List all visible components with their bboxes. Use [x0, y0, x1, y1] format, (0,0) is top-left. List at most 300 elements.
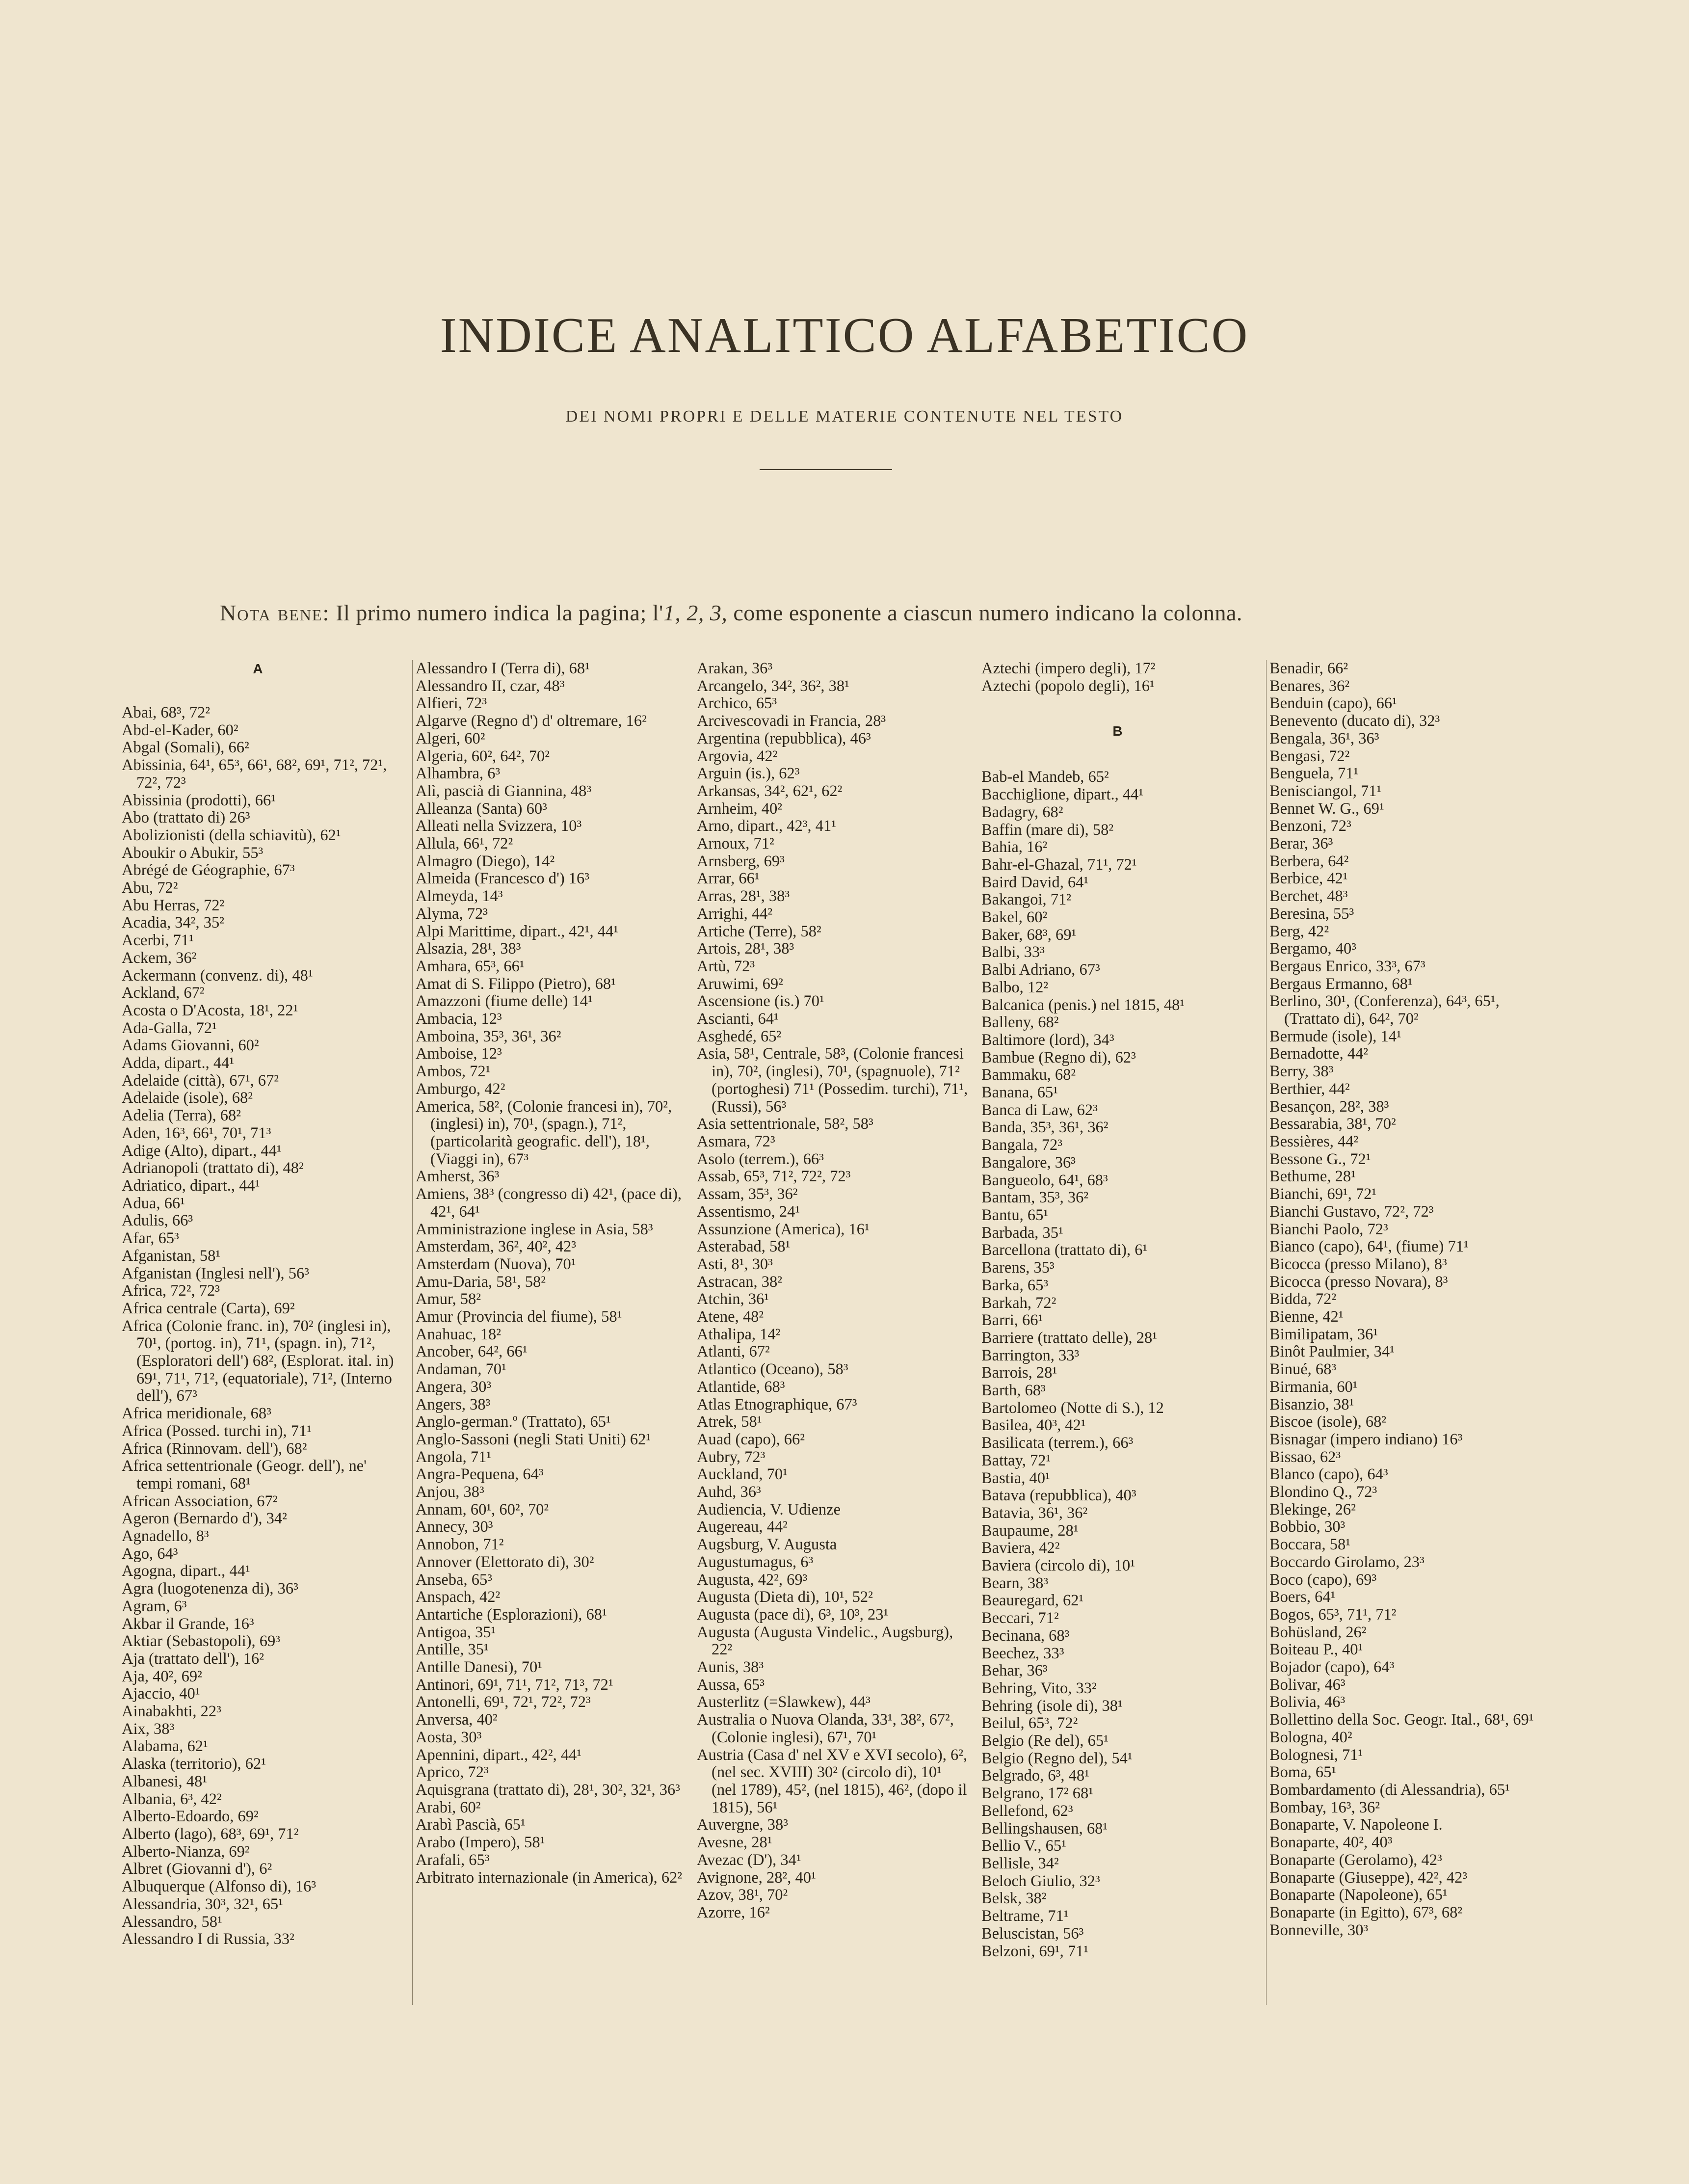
index-entry: Bimilipatam, 36¹	[1269, 1325, 1378, 1343]
index-entry: Balbo, 12²	[981, 978, 1049, 996]
index-entry: Ackland, 67²	[122, 984, 205, 1002]
index-entry: Adua, 66¹	[122, 1194, 185, 1212]
index-entry: Bangueolo, 64¹, 68³	[981, 1171, 1108, 1189]
index-entry: Augusta (Dieta di), 10¹, 52²	[697, 1588, 873, 1606]
index-entry: Alleanza (Santa) 60³	[416, 799, 547, 818]
index-entry: Arkansas, 34², 62¹, 62²	[697, 782, 843, 800]
index-entry: Arbitrato internazionale (in America), 62²	[416, 1868, 683, 1887]
index-entry: Antartiche (Esplorazioni), 68¹	[416, 1605, 607, 1624]
index-entry: Berry, 38³	[1269, 1063, 1334, 1081]
index-entry: Avezac (D'), 34¹	[697, 1851, 801, 1869]
index-entry: Annam, 60¹, 60², 70²	[416, 1500, 549, 1518]
index-entry: Almagro (Diego), 14²	[416, 852, 555, 870]
index-entry: Ascensione (is.) 70¹	[697, 992, 824, 1011]
index-entry: Alleati nella Svizzera, 10³	[416, 817, 582, 835]
index-entry: Augusta (pace di), 6³, 10³, 23¹	[697, 1605, 889, 1624]
index-entry: Bolognesi, 71¹	[1269, 1746, 1363, 1764]
index-entry: Bianco (capo), 64¹, (fiume) 71¹	[1269, 1238, 1469, 1256]
index-entry: Bessone G., 72¹	[1269, 1150, 1371, 1168]
index-entry: Adelaide (città), 67¹, 67²	[122, 1071, 279, 1090]
index-entry: Bermude (isole), 14¹	[1269, 1027, 1401, 1045]
index-entry: Agogna, dipart., 44¹	[122, 1562, 250, 1580]
index-entry: Belgrano, 17² 68¹	[981, 1784, 1093, 1803]
index-entry: Belgio (Re del), 65¹	[981, 1732, 1108, 1750]
index-entry: Albret (Giovanni d'), 6²	[122, 1860, 272, 1878]
index-entry: Beauregard, 62¹	[981, 1592, 1084, 1610]
index-entry: Benevento (ducato di), 32³	[1269, 712, 1440, 730]
index-entry: Berlino, 30¹, (Conferenza), 64³, 65¹, (Trattato di), 64², 70²	[1269, 992, 1500, 1028]
index-entry: Berbice, 42¹	[1269, 870, 1348, 888]
index-entry: Australia o Nuova Olanda, 33¹, 38², 67², (Colonie inglesi), 67¹, 70¹	[697, 1711, 954, 1746]
index-entry: Acerbi, 71¹	[122, 932, 194, 950]
index-entry: Allula, 66¹, 72²	[416, 835, 513, 853]
index-entry: Aztechi (popolo degli), 16¹	[981, 677, 1155, 695]
index-entry: Ageron (Bernardo d'), 34²	[122, 1510, 287, 1528]
index-entry: Agnadello, 8³	[122, 1527, 209, 1545]
index-entry: Baird David, 64¹	[981, 873, 1089, 891]
index-entry: Barka, 65³	[981, 1276, 1049, 1294]
index-entry: Auckland, 70¹	[697, 1465, 788, 1484]
index-entry: Antille, 35¹	[416, 1641, 489, 1659]
index-entry: Alfieri, 72³	[416, 694, 487, 713]
index-entry: Boiteau P., 40¹	[1269, 1641, 1363, 1659]
index-entry: Abai, 68³, 72²	[122, 704, 211, 721]
index-entry: Bombay, 16³, 36²	[1269, 1798, 1380, 1816]
nota-bene-text: Il primo numero indica la pagina; l'	[336, 600, 663, 625]
index-entry: Agra (luogotenenza di), 36³	[122, 1580, 298, 1598]
index-entry: Almeida (Francesco d') 16³	[416, 870, 590, 888]
index-entry: Battay, 72¹	[981, 1451, 1051, 1469]
index-entry: Bammaku, 68²	[981, 1066, 1076, 1084]
index-column-4	[981, 660, 1254, 1960]
index-entry: Amat di S. Filippo (Pietro), 68¹	[416, 975, 616, 993]
index-entry: Amsterdam (Nuova), 70¹	[416, 1255, 576, 1273]
index-entry: Boco (capo), 69³	[1269, 1571, 1377, 1589]
index-entry: Argentina (repubblica), 46³	[697, 729, 871, 747]
index-entry: Barri, 66¹	[981, 1311, 1043, 1330]
index-entry: Annecy, 30³	[416, 1518, 493, 1536]
index-entry: Abrégé de Géographie, 67³	[122, 861, 295, 879]
index-entry: African Association, 67²	[122, 1492, 278, 1510]
index-entry: Bearn, 38³	[981, 1574, 1049, 1592]
index-entry: Bergaus Ermanno, 68¹	[1269, 975, 1413, 993]
index-entry: Belgio (Regno del), 54¹	[981, 1749, 1133, 1767]
index-entry: Adrianopoli (trattato di), 48²	[122, 1159, 304, 1177]
index-entry: Amur, 58²	[416, 1290, 481, 1308]
index-entry: Adams Giovanni, 60²	[122, 1037, 259, 1055]
index-entry: Bethume, 28¹	[1269, 1168, 1356, 1186]
index-entry: Africa (Possed. turchi in), 71¹	[122, 1422, 312, 1440]
index-entry: Aja (trattato dell'), 16²	[122, 1650, 264, 1668]
index-entry: Bantu, 65¹	[981, 1206, 1049, 1224]
title-divider	[760, 469, 892, 470]
index-column-3	[697, 660, 969, 1922]
index-entry: Africa meridionale, 68³	[122, 1405, 271, 1423]
index-entry: Angra-Pequena, 64³	[416, 1465, 544, 1484]
index-entry: Alyma, 72³	[416, 905, 488, 923]
index-entry: Benadir, 66²	[1269, 660, 1348, 677]
index-entry: Asolo (terrem.), 66³	[697, 1150, 824, 1168]
index-entry: Berchet, 48³	[1269, 887, 1348, 906]
index-entry: Arafali, 65³	[416, 1851, 490, 1869]
index-entry: Alpi Marittime, dipart., 42¹, 44¹	[416, 922, 619, 940]
index-entry: Bellingshausen, 68¹	[981, 1819, 1108, 1838]
index-entry: Amu-Daria, 58¹, 58²	[416, 1273, 546, 1291]
index-entry: Amherst, 36³	[416, 1168, 500, 1186]
index-entry: Ambos, 72¹	[416, 1063, 491, 1081]
index-entry: Augusta (Augusta Vindelic., Augsburg), 22²	[697, 1623, 953, 1659]
index-entry: Alberto-Nianza, 69²	[122, 1842, 250, 1861]
index-entry: Bonaparte (Napoleone), 65¹	[1269, 1886, 1448, 1904]
index-entry: Alessandro II, czar, 48³	[416, 677, 565, 695]
index-entry: Binôt Paulmier, 34¹	[1269, 1343, 1395, 1361]
index-entry: Adige (Alto), dipart., 44¹	[122, 1142, 282, 1160]
index-entry: Argovia, 42²	[697, 747, 778, 765]
index-entry: Blekinge, 26²	[1269, 1500, 1356, 1518]
index-entry: Alessandro I di Russia, 33²	[122, 1930, 294, 1948]
index-entry: Birmania, 60¹	[1269, 1378, 1358, 1396]
index-entry: Bengala, 36¹, 36³	[1269, 729, 1379, 747]
index-entry: Asia settentrionale, 58², 58³	[697, 1115, 873, 1133]
index-entry: Atlas Etnographique, 67³	[697, 1395, 857, 1413]
index-entry: Abgal (Somali), 66²	[122, 739, 249, 757]
index-entry: Bonaparte, 40², 40³	[1269, 1834, 1393, 1852]
index-entry: Artois, 28¹, 38³	[697, 940, 794, 958]
index-entry: Alhambra, 6³	[416, 765, 501, 783]
index-entry: Asterabad, 58¹	[697, 1238, 791, 1256]
index-entry: Arnheim, 40²	[697, 799, 783, 818]
index-entry: Bennet W. G., 69¹	[1269, 799, 1384, 818]
index-entry: Batava (repubblica), 40³	[981, 1487, 1136, 1505]
index-entry: Barrois, 28¹	[981, 1364, 1057, 1382]
nota-bene-label: Nota bene:	[220, 600, 330, 625]
index-entry: Bollettino della Soc. Geogr. Ital., 68¹, 69¹	[1269, 1711, 1534, 1729]
page-title: INDICE ANALITICO ALFABETICO	[440, 308, 1249, 363]
index-entry: Azorre, 16²	[697, 1903, 770, 1921]
index-entry: Alessandro, 58¹	[122, 1913, 222, 1931]
index-entry: Assunzione (America), 16¹	[697, 1220, 870, 1238]
index-entry: Baltimore (lord), 34³	[981, 1031, 1114, 1049]
index-entry: Blanco (capo), 64³	[1269, 1465, 1388, 1484]
index-entry: Artiche (Terre), 58²	[697, 922, 821, 940]
index-entry: Bonneville, 30³	[1269, 1921, 1369, 1939]
index-entry: Amministrazione inglese in Asia, 58³	[416, 1220, 653, 1238]
index-entry: Beluscistan, 56³	[981, 1924, 1084, 1943]
index-entry: Bolivar, 46³	[1269, 1676, 1346, 1694]
index-entry: Abo (trattato di) 26³	[122, 809, 250, 827]
index-entry: Assab, 65³, 71², 72², 72³	[697, 1168, 851, 1186]
index-entry: Berg, 42²	[1269, 922, 1329, 940]
index-entry: Astracan, 38²	[697, 1273, 782, 1291]
index-entry: Bangalore, 36³	[981, 1153, 1076, 1172]
index-entry: Afganistan, 58¹	[122, 1247, 221, 1265]
index-entry: Auvergne, 38³	[697, 1816, 789, 1834]
index-entry: Asti, 8¹, 30³	[697, 1255, 773, 1273]
index-entry: Barbada, 35¹	[981, 1224, 1063, 1242]
index-entry: Arnsberg, 69³	[697, 852, 785, 870]
index-entry: Bonaparte (in Egitto), 67³, 68²	[1269, 1903, 1463, 1921]
index-entry: Alabama, 62¹	[122, 1737, 208, 1756]
index-entry: Bessarabia, 38¹, 70²	[1269, 1115, 1396, 1133]
index-entry: Bab-el Mandeb, 65²	[981, 768, 1109, 786]
index-entry: Bohüsland, 26²	[1269, 1623, 1367, 1641]
index-entry: Arabo (Impero), 58¹	[416, 1834, 545, 1852]
index-entry: Abissinia (prodotti), 66¹	[122, 791, 276, 809]
index-entry: Africa centrale (Carta), 69²	[122, 1299, 295, 1317]
index-entry: Batavia, 36¹, 36²	[981, 1504, 1088, 1522]
index-entry: Besançon, 28², 38³	[1269, 1097, 1389, 1116]
index-entry: Bengasi, 72²	[1269, 747, 1350, 765]
index-entry: Aquisgrana (trattato di), 28¹, 30², 32¹, 36³	[416, 1781, 681, 1799]
index-entry: Africa (Colonie franc. in), 70² (inglesi in), 70¹, (portog. in), 71¹, (spagn. in), 71², (Esploratori dell') 68², (Esplorat. ital. in) 69¹, 71¹, 71², (equatoriale), 71², (Interno dell'), 67³	[122, 1317, 394, 1405]
index-entry: Aktiar (Sebastopoli), 69³	[122, 1632, 280, 1651]
index-entry: Augustumagus, 6³	[697, 1553, 814, 1571]
index-entry: Bonaparte (Giuseppe), 42², 42³	[1269, 1868, 1468, 1887]
index-entry: Abu Herras, 72²	[122, 896, 225, 914]
index-entry: Arcivescovadi in Francia, 28³	[697, 712, 886, 730]
index-entry: Algeria, 60², 64², 70²	[416, 747, 550, 765]
index-entry: Amur (Provincia del fiume), 58¹	[416, 1308, 622, 1326]
index-entry: Aztechi (impero degli), 17²	[981, 660, 1156, 677]
index-entry: Banana, 65¹	[981, 1084, 1058, 1102]
index-entry: Berbera, 64²	[1269, 852, 1349, 870]
index-entry: Afar, 65³	[122, 1229, 179, 1248]
index-entry: Behar, 36³	[981, 1662, 1048, 1680]
index-entry: Belzoni, 69¹, 71¹	[981, 1942, 1089, 1960]
index-entry: Arabi, 60²	[416, 1798, 481, 1816]
index-entry: Anseba, 65³	[416, 1571, 492, 1589]
index-entry: Bologna, 40²	[1269, 1728, 1352, 1746]
index-entry: Beechez, 33³	[981, 1644, 1064, 1662]
index-entry: Adda, dipart., 44¹	[122, 1054, 235, 1072]
index-entry: Archico, 65³	[697, 694, 777, 713]
index-entry: Bastia, 40¹	[981, 1469, 1050, 1487]
index-entry: Avignone, 28², 40¹	[697, 1868, 816, 1887]
index-entry: Audiencia, V. Udienze	[697, 1500, 841, 1518]
index-entry: Aboukir o Abukir, 55³	[122, 844, 264, 862]
index-entry: Bellisle, 34²	[981, 1855, 1059, 1872]
index-entry: Becinana, 68³	[981, 1626, 1070, 1645]
page-subtitle: DEI NOMI PROPRI E DELLE MATERIE CONTENUTE NEL TESTO	[565, 407, 1124, 426]
index-entry: Ambacia, 12³	[416, 1010, 502, 1028]
index-entry: Ainabakhti, 22³	[122, 1703, 221, 1721]
index-entry: Ancober, 64², 66¹	[416, 1343, 528, 1361]
index-entry: Alì, pascià di Giannina, 48³	[416, 782, 592, 800]
index-entry: Bisnagar (impero indiano) 16³	[1269, 1430, 1463, 1448]
index-entry: America, 58², (Colonie francesi in), 70², (inglesi) in), 70¹, (spagn.), 71², (particolarità geografic. dell'), 18¹, (Viaggi in), 67³	[416, 1097, 672, 1168]
index-entry: Asghedé, 65²	[697, 1027, 782, 1045]
section-letter-b: B	[1112, 723, 1123, 739]
index-entry: Austerlitz (=Slawkew), 44³	[697, 1693, 871, 1711]
index-entry: Amboise, 12³	[416, 1045, 502, 1063]
index-entry: Beresina, 55³	[1269, 905, 1354, 923]
index-entry: Beilul, 65³, 72²	[981, 1714, 1078, 1732]
index-entry: Antigoa, 35¹	[416, 1623, 496, 1641]
index-entry: Bisanzio, 38¹	[1269, 1395, 1354, 1413]
index-column-2	[412, 660, 688, 2005]
index-entry: Alessandria, 30³, 32¹, 65¹	[122, 1895, 283, 1913]
index-entry: Bolivia, 46³	[1269, 1693, 1346, 1711]
index-entry: Arabì Pascià, 65¹	[416, 1816, 526, 1834]
index-entry: Boccardo Girolamo, 23³	[1269, 1553, 1425, 1571]
index-entry: Albuquerque (Alfonso di), 16³	[122, 1878, 317, 1896]
index-entry: Annobon, 71²	[416, 1536, 504, 1554]
index-entry: Akbar il Grande, 16³	[122, 1615, 254, 1633]
index-entry: Arrar, 66¹	[697, 870, 760, 888]
index-entry: Barens, 35³	[981, 1259, 1055, 1277]
index-entry: Bessières, 44²	[1269, 1132, 1359, 1150]
index-entry: Anglo-german.º (Trattato), 65¹	[416, 1413, 611, 1431]
index-entry: Amazzoni (fiume delle) 14¹	[416, 992, 593, 1011]
index-entry: Aosta, 30³	[416, 1728, 482, 1746]
index-entry: Berthier, 44²	[1269, 1080, 1350, 1098]
index-entry: Beccari, 71²	[981, 1609, 1059, 1627]
index-entry: Acosta o D'Acosta, 18¹, 22¹	[122, 1001, 298, 1019]
index-entry: Balbi Adriano, 67³	[981, 961, 1100, 979]
index-entry: Barriere (trattato delle), 28¹	[981, 1329, 1158, 1347]
index-entry: Arras, 28¹, 38³	[697, 887, 790, 906]
index-entry: Aubry, 72³	[697, 1448, 765, 1466]
index-entry: Bonaparte (Gerolamo), 42³	[1269, 1851, 1442, 1869]
index-entry: Boccara, 58¹	[1269, 1536, 1350, 1554]
index-entry: Barrington, 33³	[981, 1346, 1080, 1364]
index-entry: Benzoni, 72³	[1269, 817, 1351, 835]
index-entry: Balleny, 68²	[981, 1013, 1059, 1032]
index-entry: Bidda, 72²	[1269, 1290, 1337, 1308]
index-entry: Bicocca (presso Milano), 8³	[1269, 1255, 1447, 1273]
index-entry: Assentismo, 24¹	[697, 1202, 800, 1221]
index-entry: Antille Danesi), 70¹	[416, 1658, 542, 1677]
index-entry: Atrek, 58¹	[697, 1413, 762, 1431]
index-entry: Arno, dipart., 42³, 41¹	[697, 817, 836, 835]
index-entry: Assam, 35³, 36²	[697, 1185, 798, 1203]
index-entry: Behring, Vito, 33²	[981, 1679, 1097, 1697]
index-entry: Aja, 40², 69²	[122, 1667, 202, 1685]
index-entry: Adelaide (isole), 68²	[122, 1089, 253, 1107]
index-entry: Basilicata (terrem.), 66³	[981, 1434, 1134, 1452]
index-entry: Afganistan (Inglesi nell'), 56³	[122, 1264, 310, 1282]
index-entry: Abolizionisti (della schiavitù), 62¹	[122, 826, 341, 844]
index-entry: Antinori, 69¹, 71¹, 71², 71³, 72¹	[416, 1676, 613, 1694]
index-entry: Augereau, 44²	[697, 1518, 788, 1536]
index-entry: Bahia, 16²	[981, 838, 1048, 856]
section-letter-a: A	[253, 661, 263, 676]
index-entry: Bantam, 35³, 36²	[981, 1189, 1089, 1207]
index-entry: Baupaume, 28¹	[981, 1521, 1079, 1540]
index-entry: Algeri, 60²	[416, 729, 485, 747]
index-entry: Aix, 38³	[122, 1720, 175, 1738]
index-entry: Auad (capo), 66²	[697, 1430, 805, 1448]
nota-bene-numbers: 1, 2, 3,	[663, 600, 728, 625]
index-entry: Alaska (territorio), 62¹	[122, 1755, 266, 1773]
index-entry: Aruwimi, 69²	[697, 975, 783, 993]
index-entry: Arguin (is.), 62³	[697, 765, 800, 783]
index-entry: Banca di Law, 62³	[981, 1101, 1098, 1119]
index-entry: Agram, 6³	[122, 1597, 187, 1615]
index-entry: Avesne, 28¹	[697, 1834, 772, 1852]
index-entry: Adriatico, dipart., 44¹	[122, 1176, 260, 1195]
index-entry: Bangala, 72³	[981, 1136, 1062, 1154]
index-entry: Belgrado, 6³, 48¹	[981, 1767, 1089, 1785]
index-entry: Angers, 38³	[416, 1395, 491, 1413]
index-entry: Atlantico (Oceano), 58³	[697, 1360, 848, 1379]
index-entry: Amsterdam, 36², 40², 42³	[416, 1238, 577, 1256]
index-entry: Bissao, 62³	[1269, 1448, 1341, 1466]
index-entry: Apennini, dipart., 42², 44¹	[416, 1746, 582, 1764]
index-entry: Ajaccio, 40¹	[122, 1685, 200, 1703]
index-entry: Bernadotte, 44²	[1269, 1045, 1369, 1063]
index-entry: Austria (Casa d' nel XV e XVI secolo), 6², (nel sec. XVIII) 30² (circolo di), 10¹ (nel 1789), 45², (nel 1815), 46², (dopo il 1815), 56¹	[697, 1746, 968, 1816]
index-entry: Bobbio, 30³	[1269, 1518, 1346, 1536]
index-entry: Amburgo, 42²	[416, 1080, 505, 1098]
index-column-5	[1266, 660, 1542, 2005]
index-entry: Bellefond, 62³	[981, 1802, 1073, 1820]
index-entry: Atchin, 36¹	[697, 1290, 769, 1308]
index-entry: Biscoe (isole), 68²	[1269, 1413, 1387, 1431]
index-entry: Bellio V., 65¹	[981, 1837, 1066, 1855]
index-entry: Athalipa, 14²	[697, 1325, 781, 1343]
index-entry: Beltrame, 71¹	[981, 1907, 1069, 1925]
index-entry: Angola, 71¹	[416, 1448, 492, 1466]
index-entry: Africa settentrionale (Geogr. dell'), ne' tempi romani, 68¹	[122, 1457, 367, 1492]
index-entry: Banda, 35³, 36¹, 36²	[981, 1119, 1108, 1137]
index-entry: Behring (isole di), 38¹	[981, 1697, 1123, 1715]
index-entry: Anversa, 40²	[416, 1711, 498, 1729]
index-entry: Amhara, 65³, 66¹	[416, 957, 525, 975]
index-entry: Ackem, 36²	[122, 949, 197, 967]
index-entry: Adelia (Terra), 68²	[122, 1107, 241, 1125]
index-entry: Alessandro I (Terra di), 68¹	[416, 660, 590, 677]
index-entry: Bonaparte, V. Napoleone I.	[1269, 1816, 1443, 1834]
index-entry: Bianchi Paolo, 72³	[1269, 1220, 1388, 1238]
index-entry: Annover (Elettorato di), 30²	[416, 1553, 594, 1571]
nota-bene-rest: come esponente a ciascun numero indicano la colonna.	[733, 600, 1242, 625]
index-entry: Abu, 72²	[122, 879, 178, 897]
index-entry: Beloch Giulio, 32³	[981, 1872, 1100, 1890]
index-entry: Boma, 65¹	[1269, 1763, 1337, 1782]
index-entry: Alberto (lago), 68³, 69¹, 71²	[122, 1825, 299, 1843]
index-entry: Abd-el-Kader, 60²	[122, 721, 238, 739]
index-entry: Baffin (mare di), 58²	[981, 821, 1114, 839]
index-entry: Barkah, 72²	[981, 1294, 1056, 1312]
index-entry: Amiens, 38³ (congresso di) 42¹, (pace di), 42¹, 64¹	[416, 1185, 682, 1221]
index-entry: Bombardamento (di Alessandria), 65¹	[1269, 1781, 1510, 1799]
index-entry: Auhd, 36³	[697, 1483, 761, 1501]
index-entry: Bicocca (presso Novara), 8³	[1269, 1273, 1448, 1291]
index-entry: Bakangoi, 71²	[981, 891, 1072, 909]
index-entry: Benduin (capo), 66¹	[1269, 694, 1397, 713]
index-entry: Alsazia, 28¹, 38³	[416, 940, 521, 958]
index-entry: Benisciangol, 71¹	[1269, 782, 1382, 800]
index-entry: Bergaus Enrico, 33³, 67³	[1269, 957, 1425, 975]
index-entry: Aprico, 72³	[416, 1763, 489, 1782]
index-entry: Bergamo, 40³	[1269, 940, 1357, 958]
index-entry: Acadia, 34², 35²	[122, 914, 225, 932]
index-entry: Bahr-el-Ghazal, 71¹, 72¹	[981, 855, 1137, 874]
index-entry: Barth, 68³	[981, 1382, 1046, 1400]
index-entry: Anspach, 42²	[416, 1588, 501, 1606]
index-entry: Benares, 36²	[1269, 677, 1350, 695]
index-entry: Bartolomeo (Notte di S.), 12	[981, 1399, 1164, 1417]
index-entry: Azov, 38¹, 70²	[697, 1886, 788, 1904]
index-entry: Bogos, 65³, 71¹, 71²	[1269, 1605, 1397, 1624]
index-entry: Aden, 16³, 66¹, 70¹, 71³	[122, 1124, 271, 1142]
index-entry: Baviera, 42²	[981, 1539, 1060, 1557]
index-entry: Arakan, 36³	[697, 660, 773, 677]
index-entry: Asia, 58¹, Centrale, 58³, (Colonie francesi in), 70², (inglesi), 70¹, (spagnuole), 71² (portoghesi) 71¹ (Possedim. turchi), 71¹, (Russi), 56³	[697, 1045, 968, 1116]
index-entry: Bakel, 60²	[981, 908, 1048, 927]
index-entry: Albania, 6³, 42²	[122, 1790, 222, 1808]
